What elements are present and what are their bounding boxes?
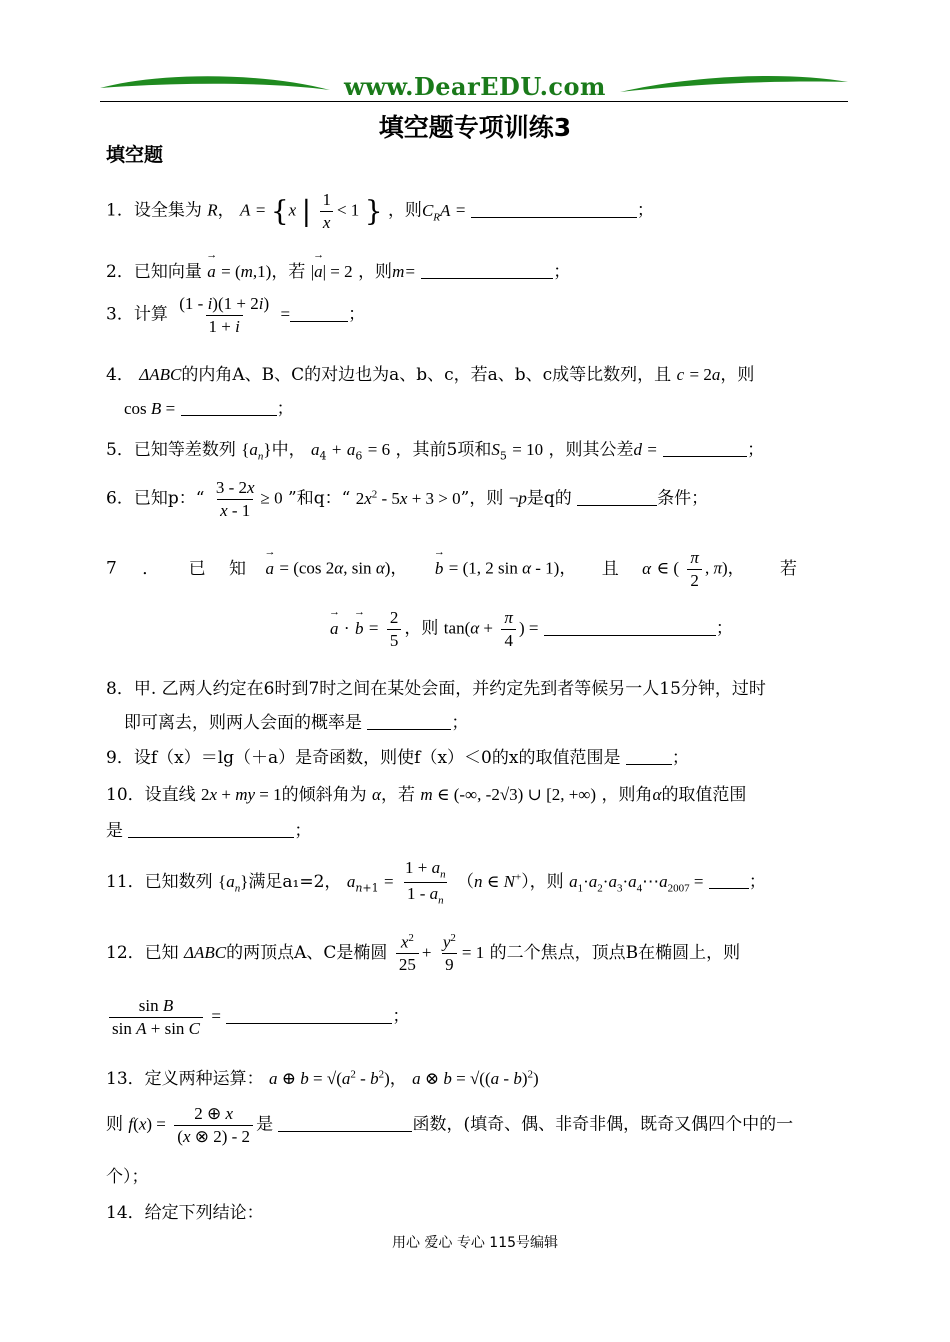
answer-blank-7[interactable] [544,620,716,636]
answer-blank-1[interactable] [471,202,637,218]
problem-13: 13．定义两种运算： a ⊕ $b = √(a^2 - b^2)$， a ⊗ b = √((a - b)$^2$) [106,1068,539,1089]
problem-13-cont2: 个）； [106,1167,149,1187]
answer-blank-2[interactable] [421,263,553,279]
problem-12-cont: $\frac{\text{sin B}}{\text{sin A + sin C}}$ = ； [106,996,409,1038]
right-swoosh-decoration [620,76,848,92]
problem-8-cont: 即可离去，则两人会面的概率是 ； [124,713,469,733]
problem-10: 10．设直线 2x + my = 1的倾斜角为 α，若 m ∈ (-∞, -2√3) ∪ [2, +∞) ，则角α的取值范围 [106,785,747,805]
header-rule [100,101,848,102]
page-footer: 用心 爱心 专心 115号编辑 [391,1235,559,1251]
answer-blank-10[interactable] [128,822,294,838]
problem-11: 11．已知数列 $\{a_n\}$满足a₁=2， $a_{n+1}$ = $\frac{1 + a_n}{1 - a_n}$ （n ∈ N+），则 $a_1\cdot a_2\cdot a_3\cdot a_4\cdots a_{2007}$ = ； [106,858,766,907]
site-logo: www.DearEDU.com [344,72,606,101]
problem-3: 3．计算 $\frac{(1 - i)(1 + 2i)}{1 + i}$ = ； [106,294,366,336]
answer-blank-4[interactable] [181,400,277,416]
problem-2: 2．已知向量 → a = (m,1)，若 |→ a| = 2 ，则m= ； [106,257,570,282]
answer-blank-11[interactable] [709,873,749,889]
problem-7-cont: → a · → b = $\frac{2}{5}$ ，则 tan(α + $\frac{\pi}{4}$ ) = ； [330,608,733,650]
problem-1: 1．设全集为 R， A = {x | $\frac{1}{x}$ < 1 } ，则$C_RA$ = ； [106,190,654,232]
problem-9: 9．设f（x）＝lg（＋a）是奇函数，则使f（x）＜0的x的取值范围是 ； [106,748,689,768]
problem-4: 4． ΔABC的内角A、B、C的对边也为a、b、c，若a、b、c成等比数列，且 c = 2a，则 [106,365,755,385]
problem-13-cont: 则 f(x) = $\frac{2 \oplus x}{(x \otimes 2) - 2}$ 是 函数，(填奇、偶、非奇非偶，既奇又偶四个中的一 [106,1104,794,1146]
problem-5: 5．已知等差数列 $\{a_n\}$中， $a_4 + a_6 = 6$ ，其前5项和$S_5 = 10$ ，则其公差d = ； [106,440,765,463]
answer-blank-12[interactable] [226,1008,392,1024]
problem-10-cont: 是 ； [106,821,312,841]
answer-blank-6[interactable] [577,490,657,506]
problem-12: 12．已知 ΔABC的两顶点A、C是椭圆 $\frac{x^2}{25}$ + $\frac{y^2}{9}$ = 1 的二个焦点，顶点B在椭圆上，则 [106,932,741,975]
section-heading: 填空题 [106,144,164,166]
answer-blank-5[interactable] [663,441,747,457]
problem-14: 14．给定下列结论： [106,1203,264,1223]
problem-8: 8．甲. 乙两人约定在6时到7时之间在某处会面，并约定先到者等候另一人15分钟，过时 [106,679,766,699]
answer-blank-8[interactable] [367,714,451,730]
answer-blank-3[interactable] [290,306,348,322]
problem-7: 7 ． 已 知 → a = (cos 2α, sin α)， → b = (1, 2 sin α - 1)， 且 α ∈ ( $\frac{\pi}{2}$ , π)， 若 [106,548,846,590]
answer-blank-9[interactable] [626,749,672,765]
answer-blank-13[interactable] [278,1116,412,1132]
problem-4-cont: cos B = ； [124,399,294,419]
problem-6: 6．已知p：“ $\frac{3 - 2x}{x - 1}$ ≥ 0 ”和q：“ $2x^2 - 5x + 3 > 0$”，则 ¬p是q的 条件； [106,478,709,520]
page-title: 填空题专项训练3 [378,113,572,142]
left-swoosh-decoration [100,76,330,90]
